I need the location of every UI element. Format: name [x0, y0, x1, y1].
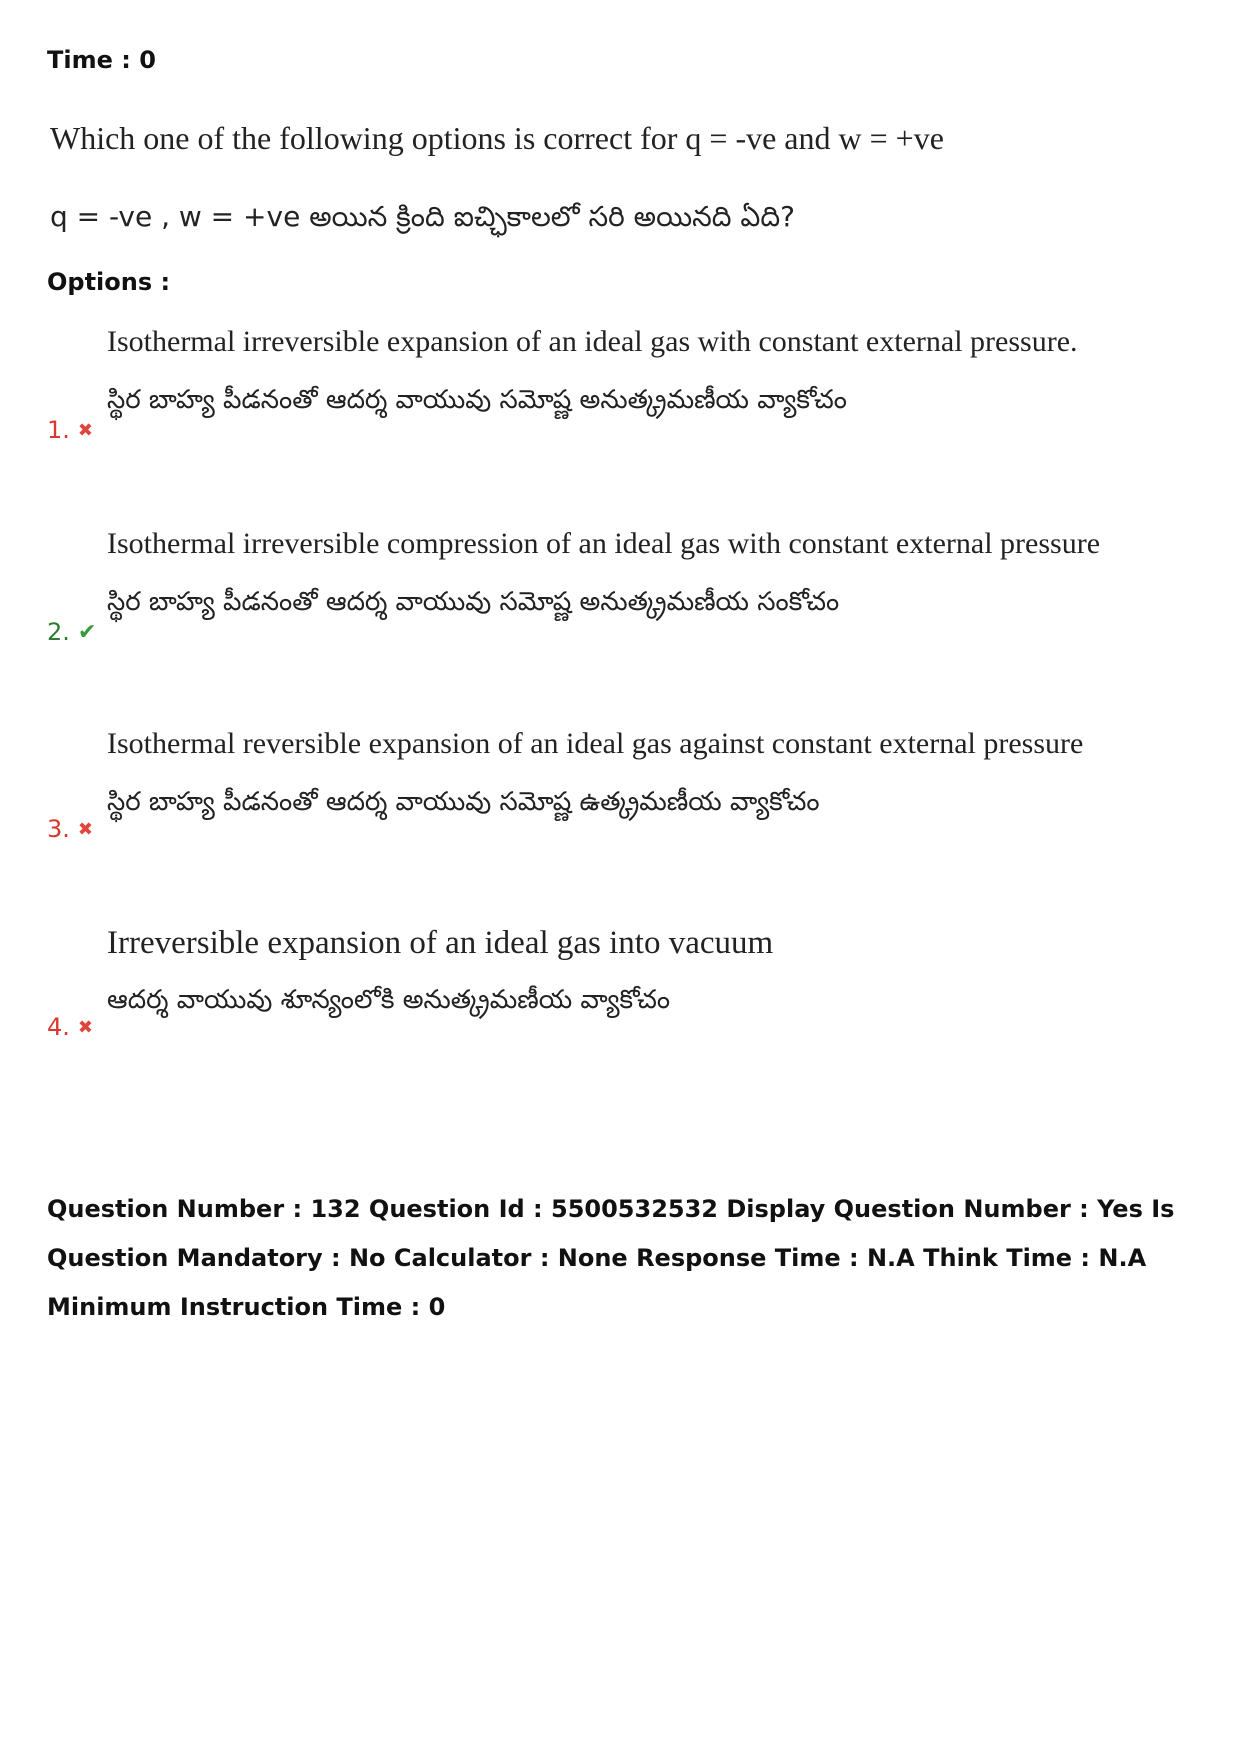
option-4-marker	[47, 1013, 93, 1041]
option-1-marker	[47, 416, 93, 444]
option-1-english: Isothermal irreversible expansion of an ideal gas with constant external pressure.	[107, 325, 1078, 358]
option-1-number: 1.	[47, 416, 70, 444]
header-time: Time : 0	[47, 46, 156, 74]
cross-icon: ✖	[77, 1016, 93, 1038]
option-1-telugu: స్థిర బాహ్య పీడనంతో ఆదర్శ వాయువు సమోష్ణ అనుత్క్రమణీయ వ్యాకోచం	[107, 385, 847, 415]
option-2-telugu: స్థిర బాహ్య పీడనంతో ఆదర్శ వాయువు సమోష్ణ అనుత్క్రమణీయ సంకోచం	[107, 587, 840, 617]
cross-icon: ✖	[77, 818, 93, 840]
option-4-number: 4.	[47, 1013, 70, 1041]
question-english: Which one of the following options is correct for q = -ve and w = +ve	[50, 120, 944, 156]
question-telugu: q = -ve , w = +ve అయిన క్రింది ఐచ్ఛికాలలో సరి అయినది ఏది?	[50, 200, 795, 233]
option-2-marker	[47, 618, 96, 646]
cross-icon: ✖	[77, 419, 93, 441]
option-3-marker	[47, 815, 93, 843]
option-2-english: Isothermal irreversible compression of an ideal gas with constant external pressure	[107, 527, 1101, 560]
options-label: Options :	[47, 268, 171, 296]
option-4-english: Irreversible expansion of an ideal gas into vacuum	[107, 925, 774, 961]
check-icon: ✔	[77, 619, 97, 645]
option-3-english: Isothermal reversible expansion of an ideal gas against constant external pressure	[107, 727, 1084, 760]
option-3-telugu: స్థిర బాహ్య పీడనంతో ఆదర్శ వాయువు సమోష్ణ ఉత్క్రమణీయ వ్యాకోచం	[107, 787, 820, 817]
question-metadata: Question Number : 132 Question Id : 5500532532 Display Question Number : Yes Is Question Mandatory : No Calculator : None Response Time : N.A Think Time : N.A Minimum Instruction Time : 0	[47, 1195, 1175, 1321]
option-4-telugu: ఆదర్శ వాయువు శూన్యంలోకి అనుత్క్రమణీయ వ్యాకోచం	[107, 985, 671, 1015]
option-2-number: 2.	[47, 618, 70, 646]
option-3-number: 3.	[47, 815, 70, 843]
